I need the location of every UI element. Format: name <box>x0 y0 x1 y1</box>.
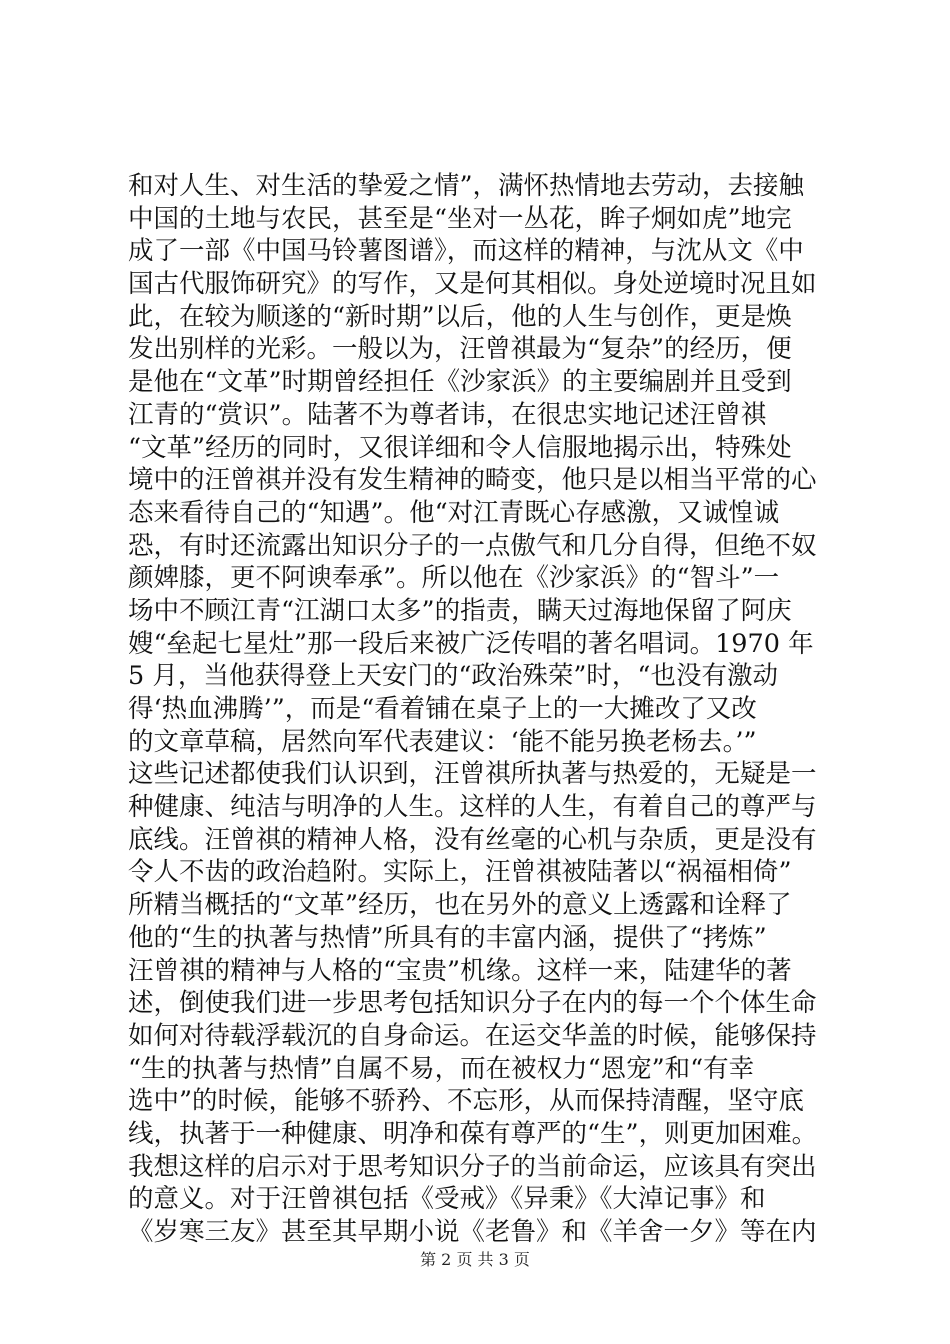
text-line: 江青的“赏识”。陆著不为尊者讳，在很忠实地记述汪曾祺 <box>128 399 767 430</box>
text-line: 颜婢膝，更不阿谀奉承”。所以他在《沙家浜》的“智斗”一 <box>128 563 780 594</box>
text-line: 场中不顾江青“江湖口太多”的指责，瞒天过海地保留了阿庆 <box>128 595 792 626</box>
text-line: 得‘热血沸腾’”，而是“看着铺在桌子上的一大摊改了又改 <box>128 694 757 724</box>
text-line: 此，在较为顺遂的“新时期”以后，他的人生与创作，更是焕 <box>128 301 792 332</box>
text-line: “生的执著与热情”自属不易，而在被权力“恩宠”和“有幸 <box>128 1053 755 1084</box>
text-line: 选中”的时候，能够不骄矜、不忘形，从而保持清醒，坚守底 <box>128 1086 805 1117</box>
text-line: 和对人生、对生活的挚爱之情”，满怀热情地去劳动，去接触 <box>128 171 805 201</box>
text-line: 恐，有时还流露出知识分子的一点傲气和几分自得，但绝不奴 <box>128 530 817 561</box>
text-line: 5 月，当他获得登上天安门的“政治殊荣”时，“也没有激动 <box>128 661 778 692</box>
text-line: 发出别样的光彩。一般以为，汪曾祺最为“复杂”的经历，便 <box>128 334 792 365</box>
text-line: 令人不齿的政治趋附。实际上，汪曾祺被陆著以“祸福相倚” <box>128 857 792 888</box>
text-line: 中国的土地与农民，甚至是“坐对一丛花，眸子炯如虎”地完 <box>128 203 792 234</box>
text-line: 嫂“垒起七星灶”那一段后来被广泛传唱的著名唱词。1970 年 <box>128 628 814 659</box>
page-number-footer: 第 2 页 共 3 页 <box>420 1250 530 1269</box>
text-line: 这些记述都使我们认识到，汪曾祺所执著与热爱的，无疑是一 <box>128 759 817 790</box>
text-line: 国古代服饰研究》的写作，又是何其相似。身处逆境时况且如 <box>128 269 817 300</box>
text-line: “文革”经历的同时，又很详细和令人信服地揭示出，特殊处 <box>128 432 792 463</box>
text-line: 线，执著于一种健康、明净和葆有尊严的“生”，则更加困难。 <box>128 1118 818 1149</box>
text-line: 的意义。对于汪曾祺包括《受戒》《异秉》《大淖记事》和 <box>128 1184 766 1215</box>
text-line: 所精当概括的“文革”经历，也在另外的意义上透露和诠释了 <box>128 890 792 921</box>
text-line: 的文章草稿，居然向军代表建议：‘能不能另换老杨去。’” <box>128 726 757 757</box>
text-line: 述，倒使我们进一步思考包括知识分子在内的每一个个体生命 <box>128 988 817 1019</box>
text-line: 是他在“文革”时期曾经担任《沙家浜》的主要编剧并且受到 <box>128 367 792 398</box>
text-line: 境中的汪曾祺并没有发生精神的畸变，他只是以相当平常的心 <box>128 465 817 496</box>
text-line: 汪曾祺的精神与人格的“宝贵”机缘。这样一来，陆建华的著 <box>128 955 792 986</box>
text-line: 《岁寒三友》甚至其早期小说《老鲁》和《羊舍一夕》等在内 <box>128 1217 817 1247</box>
text-line: 成了一部《中国马铃薯图谱》，而这样的精神，与沈从文《中 <box>128 236 804 267</box>
text-line: 种健康、纯洁与明净的人生。这样的人生，有着自己的尊严与 <box>128 792 817 823</box>
text-line: 态来看待自己的“知遇”。他“对江青既心存感激，又诚惶诚 <box>128 497 780 528</box>
text-line: 我想这样的启示对于思考知识分子的当前命运，应该具有突出 <box>128 1151 817 1182</box>
text-line: 底线。汪曾祺的精神人格，没有丝毫的心机与杂质，更是没有 <box>128 824 817 855</box>
text-line: 如何对待载浮载沉的自身命运。在运交华盖的时候，能够保持 <box>128 1020 817 1051</box>
body-text <box>128 170 828 1249</box>
text-line: 他的“生的执著与热情”所具有的丰富内涵，提供了“拷炼” <box>128 922 767 953</box>
